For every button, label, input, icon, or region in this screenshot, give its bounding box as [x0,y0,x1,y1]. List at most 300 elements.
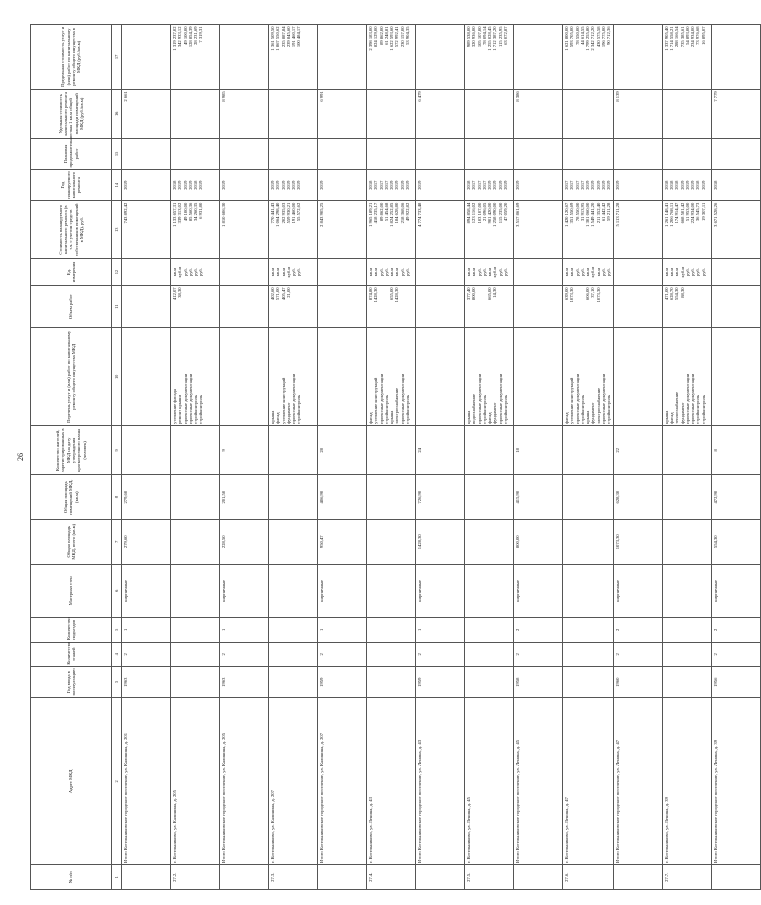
unit-cell [465,259,514,286]
cell-line: 2019 [221,180,226,190]
cell-line: 21 096,05 [481,202,487,222]
table-row [613,25,662,890]
address-cell: Итого Котельниковское городское поселение, ул. Ленина, д. 43 [416,698,465,865]
premises-area-cell: 201,50 [220,475,269,520]
specific-cost-cell [367,89,416,138]
residents-cell [563,426,614,475]
cell-line: 88,30 [679,287,685,298]
unit-cell [367,259,416,286]
cell-line: 1 799 255,80 [585,26,591,51]
cell-line: 339 313,02 [177,202,183,224]
cell-line: 874,80 [368,287,373,301]
floors-cell [563,642,614,667]
column-header: Стоимость планируемого капитального ремонта (в т.ч. с учетом средств собственников помещений в МКД), руб. [31,201,112,259]
cell-line: 402,60 [270,287,275,301]
repair-year-cell [662,170,711,201]
cell-line: 44 614,55 [579,26,585,45]
cell-line: 49 100,00 [182,202,188,222]
cell-line: куб.м [590,266,596,278]
cell-line: кв.м [487,267,493,277]
volume-cell [220,285,269,327]
row-number [416,865,465,890]
repair-year-cell [367,170,416,201]
row-number: 27.5. [465,865,514,890]
cell-line: проектные документации [601,373,607,424]
works-cell [220,328,269,426]
cell-line: 2017 [569,180,575,190]
cell-line: руб. [378,268,384,277]
column-header: Ед. измерения [31,259,112,286]
cell-line: 47 059,20 [503,202,509,222]
cell-line: 2019 [690,180,696,190]
cell-line: 668 501,42 [679,202,685,224]
cell-line: 1073,30 [595,287,601,303]
cell-line: 2019 [515,180,520,190]
total-area-cell [563,519,614,564]
cell-line: 234 934,00 [690,26,696,48]
limit-cost-cell [662,25,711,90]
cell-line: 1 549 441,20 [590,202,596,227]
residents-cell [367,426,416,475]
cell-line: 184 628,80 [394,202,400,224]
residents-cell: 24 [416,426,465,475]
row-number [318,865,367,890]
cell-line: 2017 [579,180,585,190]
table-row [465,25,514,890]
volume-cell [662,285,711,327]
year-cell: 1963 [220,667,269,698]
residents-cell [171,426,220,475]
total-area-cell [269,519,318,564]
column-number: 11 [112,285,122,327]
cell-line: руб. [296,268,302,277]
cell-line: фундамент [492,402,498,424]
cell-line: 2017 [481,180,487,190]
cell-line: 628,70 [668,287,674,301]
cell-line: водоснабжение [471,393,477,424]
year-cell [465,667,514,698]
wall-material-cell [269,564,318,618]
cell-line: 2019 [601,180,607,190]
cell-line: 53 904,35 [405,26,411,45]
cell-line: 2017 [564,180,569,190]
cell-line: 5 113 711,28 [614,202,620,227]
column-number: 14 [112,170,122,201]
column-header: № п/п [31,865,112,890]
cell-line: фундамент [285,402,291,424]
cell-line: фундамент [590,402,596,424]
wall-material-cell [662,564,711,618]
premises-area-cell [662,475,711,520]
cell-line: 1 622 593,60 [389,26,395,51]
total-area-cell: 228,50 [220,519,269,564]
cell-line: 2019 [187,180,193,190]
cell-line: 38,30 [177,287,183,298]
premises-area-cell: 726,90 [416,475,465,520]
cell-line: 770 441,43 [270,202,275,224]
cell-line: 2019 [399,180,405,190]
premises-area-cell [465,475,514,520]
cell-line: 89 862,00 [378,26,384,45]
cell-line: 59 211,28 [606,202,612,221]
cell-line: 235 887,84 [280,26,286,48]
row-number [613,865,662,890]
limit-cost-cell [122,25,171,90]
entrances-cell [465,618,514,643]
cell-line: проектные документации [182,373,188,424]
cost-cell [318,201,367,259]
cell-line: 2018 [368,180,373,190]
cell-line: кв.м [280,267,286,277]
address-cell: г. Котельниково, ул. Ленина, д. 47 [563,698,614,865]
cell-line: кв.м [668,267,674,277]
cell-line: 2 843 905,25 [319,202,324,227]
cell-line: 2019 [182,180,188,190]
year-cell: 1963 [122,667,171,698]
wall-material-cell [367,564,416,618]
unit-cell [318,259,367,286]
works-cell [662,328,711,426]
cell-line: 1 064 298,40 [275,202,281,227]
entrances-cell: 2 [514,618,563,643]
cell-line: 89 862,00 [378,202,384,222]
wall-material-cell: кирпичные [711,564,760,618]
column-header: Количество подъездов [31,618,112,643]
address-cell: Итого Котельниковское городское поселение, ул. Ленина, д. 45 [514,698,563,865]
repair-year-cell [514,170,563,201]
cell-line: 1 712 387,20 [492,26,498,51]
cell-line: 2019 [679,180,685,190]
table-row [220,25,269,890]
column-header: Материал стен [31,564,112,618]
premises-area-cell: 279,60 [122,475,171,520]
cell-line: 2019 [487,180,493,190]
cell-line: 105 107,00 [476,26,482,48]
year-cell: 1959 [318,667,367,698]
cell-line: 90 712,36 [606,26,612,45]
duration-cell [613,138,662,169]
row-number: 27.3. [269,865,318,890]
cell-line: 735 385,61 [679,26,685,48]
specific-cost-cell: 6 479 [416,89,465,138]
cell-line: руб. [497,268,503,277]
duration-cell [220,138,269,169]
cell-line: 2019 [394,180,400,190]
cell-line: кв.м [389,267,395,277]
cell-line: теплоснабжение [674,391,680,424]
cell-line: 2018 [193,180,199,190]
works-cell [416,328,465,426]
repair-year-cell [122,170,171,201]
cell-line: 78 550,00 [574,202,580,222]
cell-line [606,287,611,325]
cell-line: руб. [503,268,509,277]
cell-line: 405,47 [280,287,286,301]
total-area-cell: 1073,30 [613,519,662,564]
cell-line: 196 775,00 [601,26,607,48]
cell-line [296,287,301,325]
cell-line: 571,00 [275,287,281,301]
year-cell [269,667,318,698]
cell-line: 2019 [291,180,297,190]
cell-line: 1 255 028,45 [487,26,493,51]
address-cell: г. Котельниково, ул. Калинина, д. 205 [171,698,220,865]
cost-cell [416,201,465,259]
cell-line: 239 845,60 [285,26,291,48]
cell-line: 2019 [497,180,503,190]
cell-line: 211 352,40 [595,202,601,224]
cell-line: 78 550,00 [574,26,580,45]
cell-line: фасад [487,412,493,424]
column-number: 15 [112,138,122,169]
residents-cell [465,426,514,475]
cell-line: 115 235,00 [497,202,503,224]
repair-year-cell [563,170,614,201]
cell-line: руб. [399,268,405,277]
floors-cell [171,642,220,667]
column-number: 3 [112,667,122,698]
repair-year-cell [318,170,367,201]
residents-cell: 18 [514,426,563,475]
cell-line: 2018 [466,180,471,190]
cell-line: руб. [601,268,607,277]
cell-line: куб.м [679,266,685,278]
cell-line: 2019 [389,180,395,190]
cell-line: 1 301 060,00 [585,202,591,227]
cell-line: 1 258 090,00 [492,202,498,227]
premises-area-cell: 415,90 [514,475,563,520]
cell-line: кв.м [394,267,400,277]
cell-line: 2018 [712,180,718,190]
table-row [416,25,465,890]
repair-year-cell [613,170,662,201]
cell-line: стройконтроль [296,394,302,424]
column-number: 10 [112,328,122,426]
cell-line: 894 858,44 [466,202,471,224]
column-header: Общая площадь помещений МКД, (кв.м) [31,475,112,520]
cell-line: кв.м [569,267,575,277]
limit-cost-cell [416,25,465,90]
floors-cell [662,642,711,667]
cell-line: 2019 [270,180,275,190]
cell-line: 1 867 550,62 [275,26,281,51]
cell-line: кв.м [270,267,275,277]
premises-area-cell [367,475,416,520]
unit-cell [711,259,760,286]
cell-line: 14,30 [492,287,498,298]
table-row [171,25,220,890]
unit-cell [563,259,614,286]
cell-line: 1 824 252,85 [389,202,395,227]
repair-year-cell [465,170,514,201]
cell-line: 288 166,54 [674,26,680,48]
entrances-cell: 1 [122,618,171,643]
address-cell: г. Котельниково, ул. Ленина, д. 43 [367,698,416,865]
cell-line: фасад [668,412,674,424]
works-cell [122,328,171,426]
cell-line: 2019 [405,180,411,190]
cell-line: утепление конструкций [373,377,379,424]
cost-cell [171,201,220,259]
volume-cell [613,285,662,327]
unit-cell [514,259,563,286]
cell-line: 16 895,07 [700,26,706,45]
year-cell: 1958 [514,667,563,698]
cell-line: 901 420,00 [487,202,493,224]
cell-line: 1 810 606,30 [221,202,226,227]
address-cell: Итого Котельниковское городское поселение, ул. Калинина, д. 201 [122,698,171,865]
cell-line: 2017 [378,180,384,190]
cell-line: 128 854,39 [187,26,193,48]
column-header: Удельная стоимость капитального ремонта на 1 кв.м общей площади помещений МКД (руб./кв.м) [31,89,112,138]
limit-cost-cell [318,25,367,90]
wall-material-cell [563,564,614,618]
works-cell [171,328,220,426]
cell-line: руб. [476,268,482,277]
header-row [31,25,112,890]
cell-line: руб. [606,268,612,277]
cell-line: 61 248,81 [383,26,389,45]
specific-cost-cell: 8 985 [220,89,269,138]
specific-cost-cell: 8 139 [613,89,662,138]
cell-line: 593 705,00 [569,26,575,48]
cell-line: 4 774 733,48 [417,202,422,227]
entrances-cell [563,618,614,643]
cell-line: 85 560,36 [187,202,193,222]
volume-cell [465,285,514,327]
cell-line: проектные документации [291,373,297,424]
cost-cell [514,201,563,259]
year-cell: 1956 [711,667,760,698]
row-number: 27.6. [563,865,614,890]
premises-area-cell [269,475,318,520]
limit-cost-cell [514,25,563,90]
cell-line: кв.м [585,267,591,277]
cell-line: 7 319,31 [198,26,204,43]
cell-line: стройконтроль [193,394,199,424]
cell-line: кв.м [368,267,373,277]
total-area-cell: 950,47 [318,519,367,564]
wall-material-cell: кирпичные [220,564,269,618]
specific-cost-cell [563,89,614,138]
cell-line: 230 157,00 [399,26,405,48]
residents-cell: 8 [711,426,760,475]
entrances-cell: 2 [613,618,662,643]
column-number: 5 [112,618,122,643]
year-cell [171,667,220,698]
wall-material-cell [171,564,220,618]
cell-line: стройконтроль [695,394,701,424]
cell-line: 174 914,47 [674,202,680,224]
specific-cost-cell [171,89,220,138]
cell-line: руб. [291,268,297,277]
cell-line: 202 935,03 [280,202,286,224]
cell-line: 73 976,68 [695,26,701,45]
entrances-cell [662,618,711,643]
cell-line: кв.м [466,267,471,277]
floors-cell: 2 [711,642,760,667]
column-number: 8 [112,475,122,520]
limit-cost-cell [220,25,269,90]
cell-line: проектные документации [378,373,384,424]
unit-cell [122,259,171,286]
unit-cell [269,259,318,286]
premises-area-cell [563,475,614,520]
cell-line: 471,00 [663,287,669,301]
specific-cost-cell [465,89,514,138]
wall-material-cell: кирпичные [416,564,465,618]
cell-line: стройконтроль [198,394,204,424]
year-cell: 1959 [416,667,465,698]
cell-line: 1073,30 [569,287,575,303]
floors-cell: 2 [613,642,662,667]
cell-line: куб.м [285,266,291,278]
column-header: Общая площадь МКД, всего (кв.м) [31,519,112,564]
volume-cell [171,285,220,327]
column-number: 13 [112,201,122,259]
specific-cost-cell: 7 779 [711,89,760,138]
cell-line: электроснабжение [394,387,400,424]
column-number: 2 [112,698,122,865]
cell-line: 191 460,00 [291,202,297,224]
residents-cell: 9 [220,426,269,475]
residents-cell [269,426,318,475]
cell-line: 224 934,00 [690,202,696,224]
cell-line: кв.м [373,267,379,277]
row-number [514,865,563,890]
year-cell: 1960 [613,667,662,698]
cell-line: 430 575,58 [595,26,601,48]
cell-line: проектные документации [399,373,405,424]
address-cell: г. Котельниково, ул. Ленина, д. 39 [662,698,711,865]
table-row [367,25,416,890]
specific-cost-cell: 6 991 [318,89,367,138]
cell-line: кв.м [564,267,569,277]
year-cell [367,667,416,698]
unit-cell [613,259,662,286]
duration-cell [318,138,367,169]
cell-line: стройконтроль [503,394,509,424]
cell-line: 1 714 558,21 [668,26,674,51]
cell-line: кв.м [471,267,477,277]
cell-line: руб. [481,268,487,277]
cell-line: фасад [275,412,281,424]
cell-line: руб. [684,268,690,277]
total-area-cell: 1428,30 [416,519,465,564]
cell-line: 1 965 189,21 [368,202,373,227]
works-cell [318,328,367,426]
table-row [563,25,614,890]
works-cell [613,328,662,426]
cell-line: 2017 [471,180,477,190]
column-number: 7 [112,519,122,564]
volume-cell [416,285,465,327]
cell-line: 1 420 120,67 [564,202,569,227]
address-cell: Итого Котельниковское городское поселение, ул. Ленина, д. 39 [711,698,760,865]
row-number [711,865,760,890]
cell-line: 1 361 509,50 [270,26,275,51]
cell-line: руб. [579,268,585,277]
floors-cell [465,642,514,667]
cell-line: руб. [383,268,389,277]
cell-line: 665,00 [487,287,493,301]
table-row [318,25,367,890]
specific-cost-cell [662,89,711,138]
cell-line: фундамент [679,402,685,424]
cell-line: 554,30 [674,287,680,301]
cell-line: 61 442,42 [601,202,607,222]
total-area-cell [662,519,711,564]
